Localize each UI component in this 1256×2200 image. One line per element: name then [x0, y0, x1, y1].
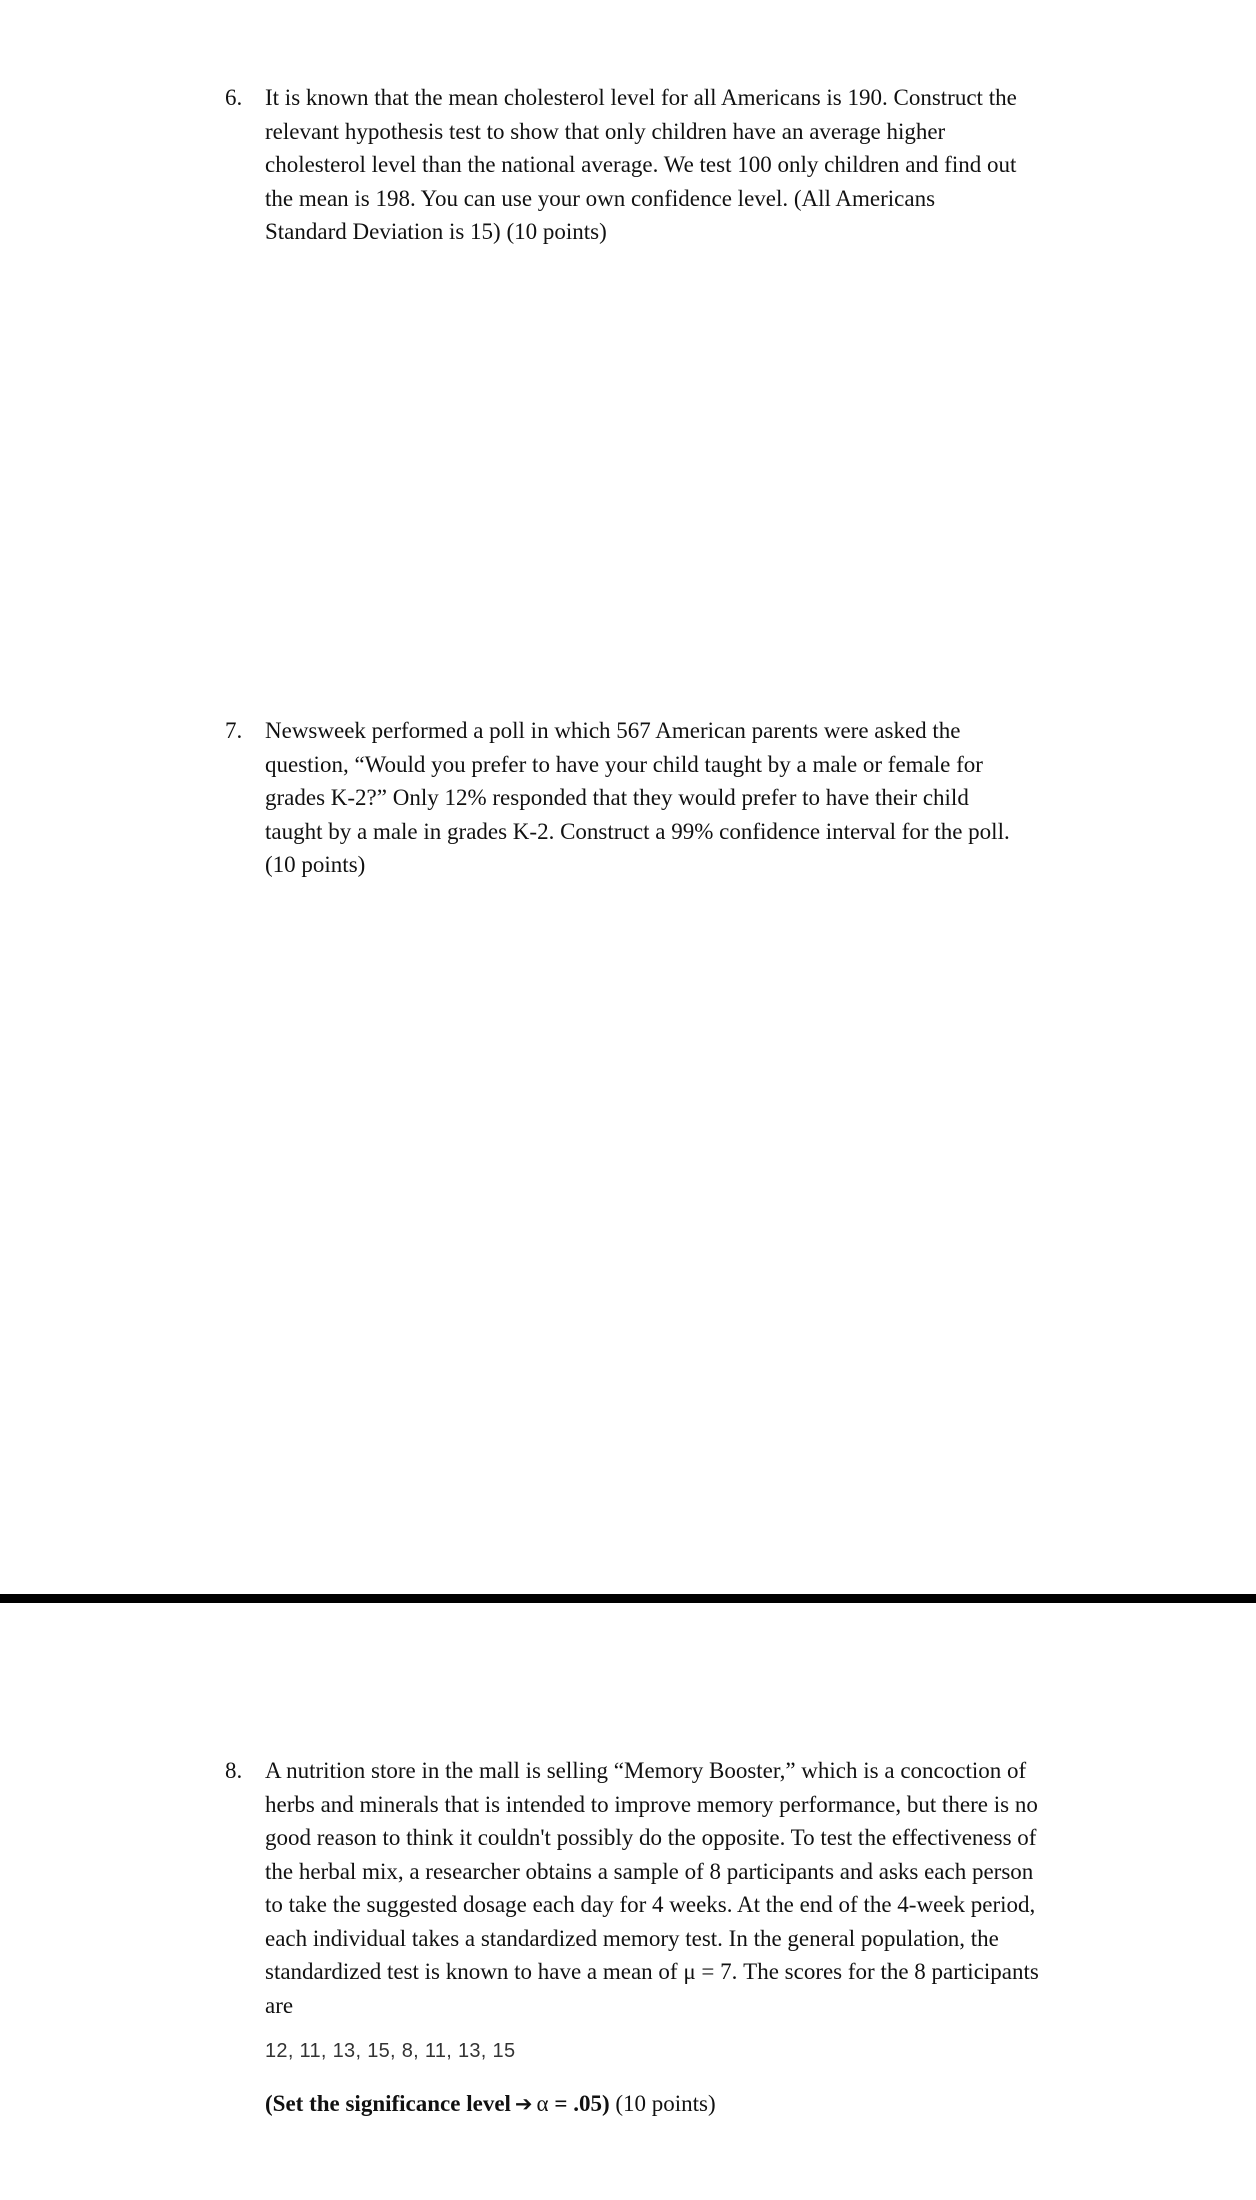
question-line: cholesterol level than the national average. We test 100 only children and find out [265, 152, 1017, 177]
question-7 [225, 714, 1130, 882]
question-text [265, 81, 1130, 249]
question-number: 7. [225, 718, 243, 743]
question-line: each individual takes a standardized memory test. In the general population, the [265, 1925, 999, 1951]
alpha-value: = .05) [554, 2091, 610, 2116]
question-number: 6. [225, 85, 243, 110]
question-line: (10 points) [265, 852, 366, 877]
question-line: A nutrition store in the mall is selling “Memory Booster,” which is a concoction of [265, 1758, 1027, 1783]
question-8 [225, 1754, 1130, 2022]
significance-level [265, 2091, 716, 2117]
question-6 [225, 81, 1130, 249]
page-divider [0, 1594, 1256, 1603]
question-line: standardized test is known to have a mean of μ = 7. The scores for the 8 participants [265, 1959, 1039, 1984]
question-line: herbs and minerals that is intended to improve memory performance, but there is no [265, 1791, 1038, 1817]
alpha-symbol: α [536, 2091, 549, 2116]
question-line: to take the suggested dosage each day for 4 weeks. At the end of the 4-week period, [265, 1892, 1036, 1917]
question-line: grades K-2?” Only 12% responded that they would prefer to have their child [265, 785, 969, 810]
points-label: (10 points) [615, 2091, 716, 2116]
question-line: the herbal mix, a researcher obtains a sample of 8 participants and asks each person [265, 1858, 1034, 1884]
participant-scores: 12, 11, 13, 15, 8, 11, 13, 15 [265, 2040, 516, 2062]
question-line: taught by a male in grades K-2. Construct a 99% confidence interval for the poll. [265, 818, 1010, 844]
right-arrow-icon: ➔ [514, 2092, 533, 2116]
question-text [265, 714, 1130, 882]
question-line: the mean is 198. You can use your own confidence level. (All Americans [265, 185, 936, 211]
question-line: are [265, 1992, 294, 2018]
question-line: question, “Would you prefer to have your child taught by a male or female for [265, 751, 983, 777]
question-text [265, 1754, 1130, 2022]
question-line: good reason to think it couldn't possibly do the opposite. To test the effectiveness of [265, 1825, 1037, 1850]
question-line: Standard Deviation is 15) (10 points) [265, 219, 607, 244]
question-line: Newsweek performed a poll in which 567 American parents were asked the [265, 718, 961, 743]
question-line: It is known that the mean cholesterol level for all Americans is 190. Construct the [265, 85, 1017, 110]
question-number: 8. [225, 1758, 243, 1783]
question-line: relevant hypothesis test to show that only children have an average higher [265, 118, 946, 144]
significance-label: (Set the significance level [265, 2091, 511, 2116]
